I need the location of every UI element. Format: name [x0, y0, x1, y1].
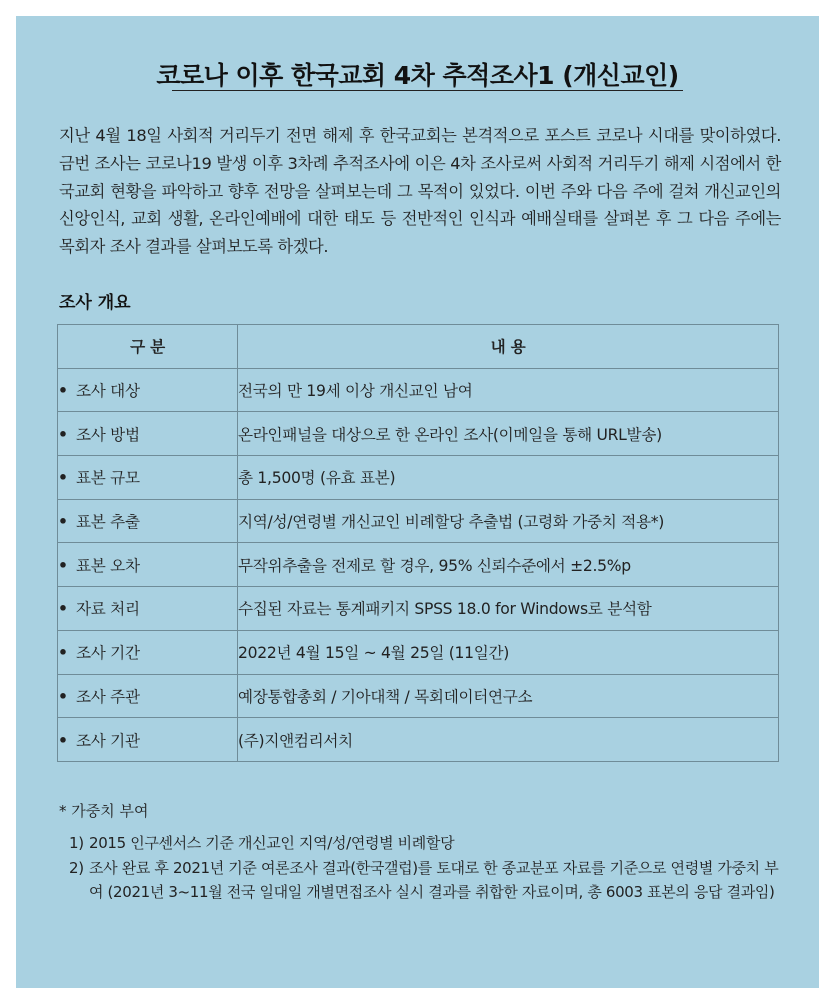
row-category-cell [58, 718, 238, 762]
row-category-cell [58, 412, 238, 456]
table-row [58, 587, 779, 631]
table-header-row [58, 325, 779, 369]
row-value: 총 1,500명 (유효 표본) [238, 456, 779, 500]
page-title: 코로나 이후 한국교회 4차 추적조사1 (개신교인) [156, 61, 679, 90]
row-category-cell [58, 543, 238, 587]
table-row [58, 674, 779, 718]
table-row [58, 368, 779, 412]
table-row [58, 543, 779, 587]
bullet-icon: • [58, 382, 68, 401]
table-row [58, 630, 779, 674]
bullet-icon: • [58, 644, 68, 663]
header-content: 내 용 [238, 325, 779, 369]
row-category-label: 표본 규모 [76, 469, 140, 488]
bullet-icon: • [58, 731, 68, 750]
footnote-list [69, 831, 789, 905]
table-row [58, 456, 779, 500]
row-category-label: 조사 기간 [76, 644, 140, 663]
row-category-cell [58, 674, 238, 718]
row-value: 무작위추출을 전제로 할 경우, 95% 신뢰수준에서 ±2.5%p [238, 543, 779, 587]
row-value: (주)지앤컴리서치 [238, 718, 779, 762]
header-category: 구 분 [58, 325, 238, 369]
footnote-text: 2015 인구센서스 기준 개신교인 지역/성/연령별 비례할당 [89, 834, 455, 852]
row-value: 지역/성/연령별 개신교인 비례할당 추출법 (고령화 가중치 적용*) [238, 499, 779, 543]
row-category-cell [58, 456, 238, 500]
row-category-label: 조사 대상 [76, 382, 140, 401]
content-panel [16, 16, 819, 988]
row-value: 2022년 4월 15일 ~ 4월 25일 (11일간) [238, 630, 779, 674]
table-row [58, 718, 779, 762]
footnote-number: 1) [69, 834, 84, 852]
table-row [58, 412, 779, 456]
row-value: 수집된 자료는 통계패키지 SPSS 18.0 for Windows로 분석함 [238, 587, 779, 631]
row-category-cell [58, 368, 238, 412]
row-category-label: 표본 오차 [76, 556, 140, 575]
bullet-icon: • [58, 513, 68, 532]
row-value: 온라인패널을 대상으로 한 온라인 조사(이메일을 통해 URL발송) [238, 412, 779, 456]
bullet-icon: • [58, 687, 68, 706]
row-category-label: 자료 처리 [76, 600, 140, 619]
row-value: 예장통합총회 / 기아대책 / 목회데이터연구소 [238, 674, 779, 718]
bullet-icon: • [58, 600, 68, 619]
intro-paragraph: 지난 4월 18일 사회적 거리두기 전면 해제 후 한국교회는 본격적으로 포스트 코로나 시대를 맞이하였다. 금번 조사는 코로나19 발생 이후 3차례 추적조사에 이은 4차 조사로써 사회적 거리두기 해제 시점에서 한국교회 현황을 파악하고 향후 전망을 살펴보는데 그 목적이 있었다. 이번 주와 다음 주에 걸쳐 개신교인의 신앙인식, 교회 생활, 온라인예배에 대한 태도 등 전반적인 인식과 예배실태를 살펴본 후 그 다음 주에는 목회자 조사 결과를 살펴보도록 하겠다. [59, 126, 781, 257]
footnote-title: * 가중치 부여 [59, 802, 149, 820]
footnote-item [69, 831, 789, 856]
row-category-label: 조사 주관 [76, 687, 140, 706]
row-category-label: 표본 추출 [76, 513, 140, 532]
row-value: 전국의 만 19세 이상 개신교인 남여 [238, 368, 779, 412]
row-category-label: 조사 기관 [76, 731, 140, 750]
row-category-cell [58, 499, 238, 543]
bullet-icon: • [58, 425, 68, 444]
row-category-cell [58, 587, 238, 631]
table-body [58, 368, 779, 761]
footnote-item [69, 856, 789, 905]
row-category-label: 조사 방법 [76, 425, 140, 444]
title-underline [172, 90, 683, 91]
footnote-text: 조사 완료 후 2021년 기준 여론조사 결과(한국갤럽)를 토대로 한 종교분포 자료를 기준으로 연령별 가중치 부여 (2021년 3~11월 전국 일대일 개별면접조사 실시 결과를 취합한 자료이며, 총 6003 표본의 응답 결과임) [89, 858, 779, 901]
bullet-icon: • [58, 556, 68, 575]
table-row [58, 499, 779, 543]
survey-overview-table [57, 324, 779, 762]
footnote-number: 2) [69, 858, 84, 877]
row-category-cell [58, 630, 238, 674]
bullet-icon: • [58, 469, 68, 488]
section-title: 조사 개요 [59, 293, 131, 313]
